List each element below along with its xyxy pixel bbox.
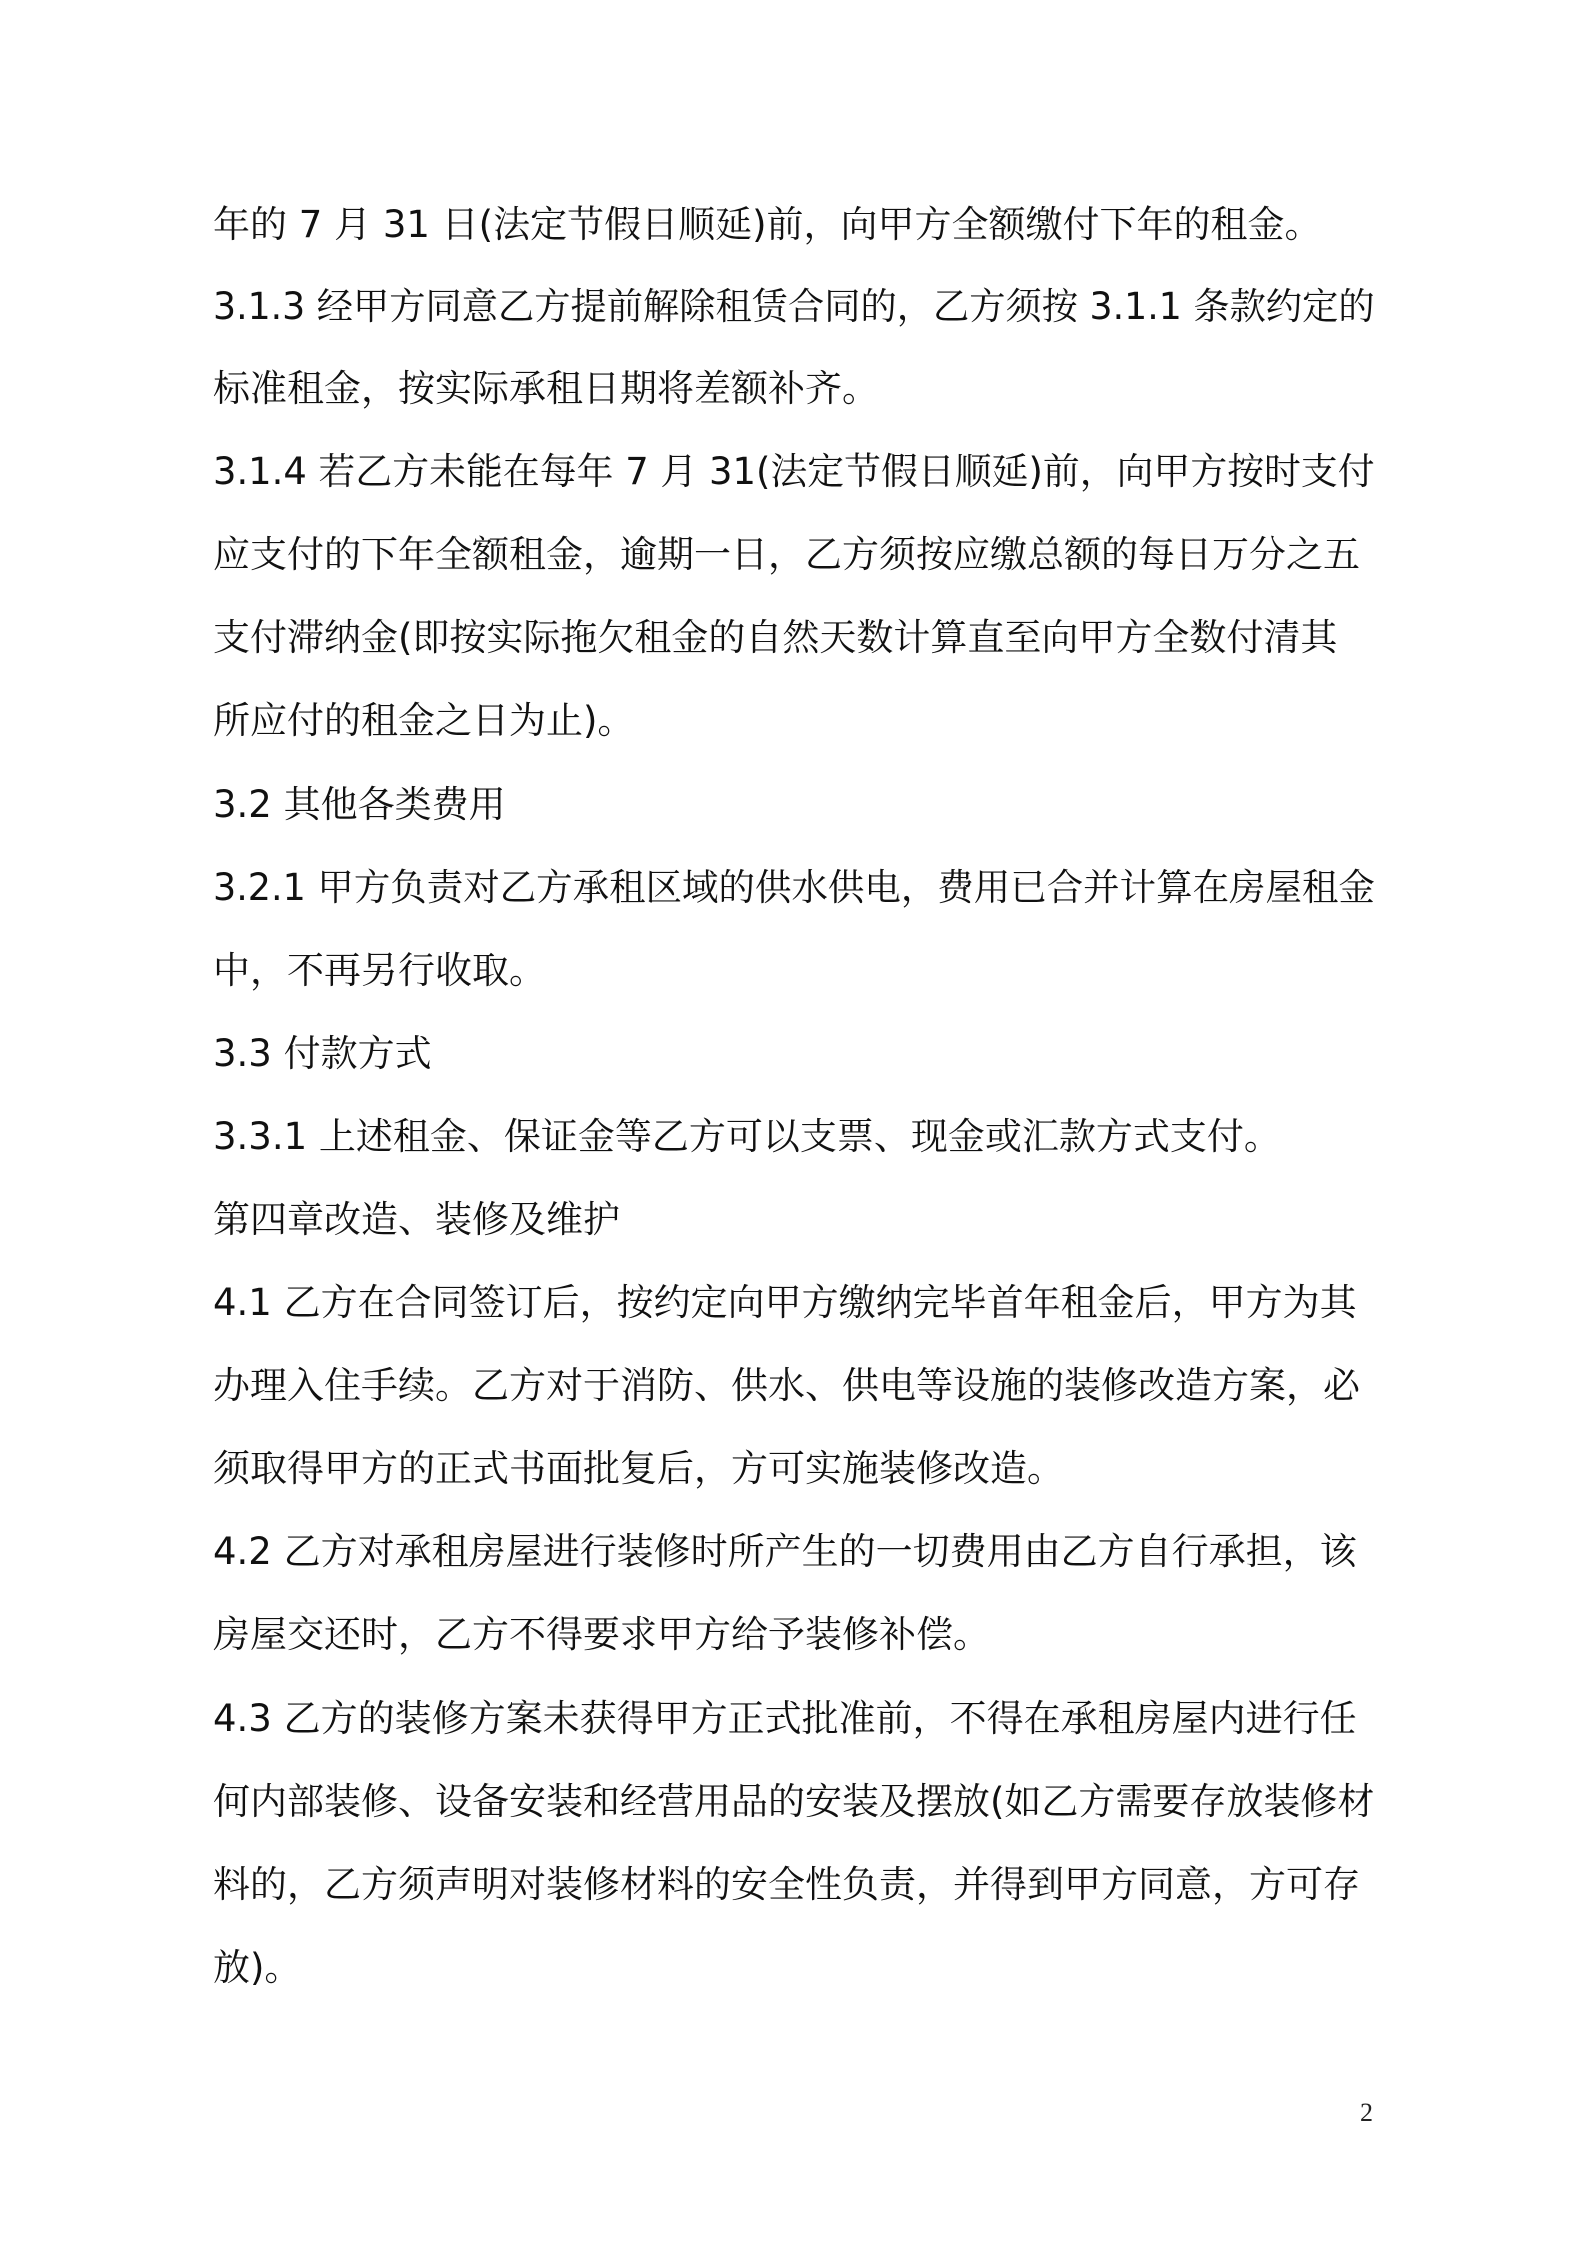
text-line: 4.1 乙方在合同签订后，按约定向甲方缴纳完毕首年租金后，甲方为其	[213, 1281, 1357, 1324]
text-line: 办理入住手续。乙方对于消防、供水、供电等设施的装修改造方案，必	[213, 1364, 1360, 1407]
text-line: 标准租金，按实际承租日期将差额补齐。	[213, 367, 879, 410]
text-line: 3.1.4 若乙方未能在每年 7 月 31(法定节假日顺延)前，向甲方按时支付	[213, 450, 1375, 493]
text-line: 3.2.1 甲方负责对乙方承租区域的供水供电，费用已合并计算在房屋租金	[213, 866, 1375, 909]
text-line: 3.3.1 上述租金、保证金等乙方可以支票、现金或汇款方式支付。	[213, 1115, 1281, 1158]
text-line: 中，不再另行收取。	[213, 949, 546, 992]
text-line: 年的 7 月 31 日(法定节假日顺延)前，向甲方全额缴付下年的租金。	[213, 203, 1322, 246]
text-line: 须取得甲方的正式书面批复后，方可实施装修改造。	[213, 1447, 1064, 1490]
text-line: 应支付的下年全额租金，逾期一日，乙方须按应缴总额的每日万分之五	[213, 533, 1360, 576]
text-line: 所应付的租金之日为止)。	[213, 699, 635, 742]
section-heading: 3.3 付款方式	[213, 1032, 432, 1075]
text-line: 房屋交还时，乙方不得要求甲方给予装修补偿。	[213, 1613, 990, 1656]
text-line: 料的，乙方须声明对装修材料的安全性负责，并得到甲方同意，方可存	[213, 1863, 1360, 1906]
text-line: 放)。	[213, 1946, 302, 1989]
text-line: 4.3 乙方的装修方案未获得甲方正式批准前，不得在承租房屋内进行任	[213, 1697, 1357, 1740]
page-number: 2	[1360, 2098, 1373, 2127]
chapter-heading: 第四章改造、装修及维护	[213, 1198, 620, 1241]
text-line: 支付滞纳金(即按实际拖欠租金的自然天数计算直至向甲方全数付清其	[213, 616, 1338, 659]
text-line: 何内部装修、设备安装和经营用品的安装及摆放(如乙方需要存放装修材	[213, 1780, 1375, 1823]
text-line: 4.2 乙方对承租房屋进行装修时所产生的一切费用由乙方自行承担，该	[213, 1530, 1357, 1573]
text-line: 3.1.3 经甲方同意乙方提前解除租赁合同的，乙方须按 3.1.1 条款约定的	[213, 285, 1375, 328]
section-heading: 3.2 其他各类费用	[213, 783, 506, 826]
